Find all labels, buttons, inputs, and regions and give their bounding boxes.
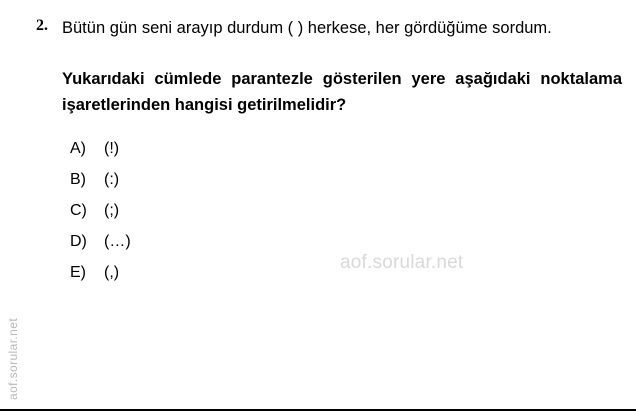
choice-e-text: (,) (104, 264, 120, 282)
question-body (62, 16, 622, 295)
side-watermark: aof.sorular.net (6, 317, 20, 400)
choice-b-text: (:) (104, 171, 120, 189)
choice-b-letter: B) (70, 171, 86, 189)
question-prompt: Yukarıdaki cümlede parantezle gösterilen yere aşağıdaki noktalama işaretlerinden hangisi getirilmelidir? (62, 69, 622, 114)
choice-a[interactable] (70, 140, 618, 171)
choice-b[interactable] (70, 171, 618, 202)
choice-d-text: (…) (104, 233, 131, 251)
choice-c-letter: C) (70, 202, 87, 220)
choice-a-text: (!) (104, 140, 120, 158)
question-number: 2. (36, 17, 48, 34)
choice-c[interactable] (70, 202, 618, 233)
answer-choices (70, 140, 618, 295)
choice-e[interactable] (70, 264, 618, 295)
choice-c-text: (;) (104, 202, 120, 220)
choice-d[interactable] (70, 233, 618, 264)
choice-a-letter: A) (70, 140, 86, 158)
choice-e-letter: E) (70, 264, 86, 282)
center-watermark: aof.sorular.net (340, 252, 464, 273)
question-block (18, 16, 622, 295)
question-stem: Bütün gün seni arayıp durdum ( ) herkese, her gördüğüme sordum. (62, 19, 552, 37)
choice-d-letter: D) (70, 233, 87, 251)
